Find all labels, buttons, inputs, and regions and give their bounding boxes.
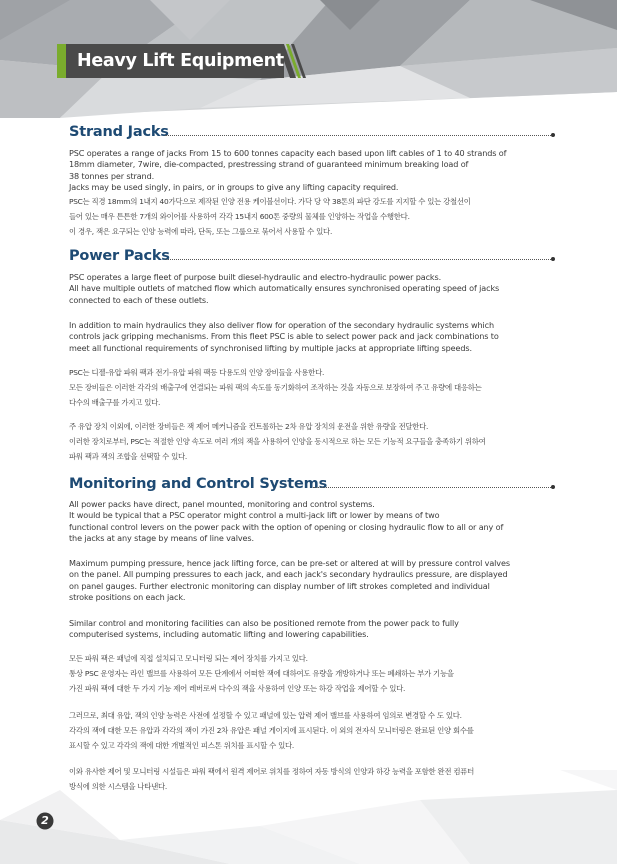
text-line: 각각의 잭에 대한 모든 유압과 각각의 잭이 가진 2차 유압은 패널 게이지에 표시된다. 이 외의 전자식 모니터링은 완료된 인양 회수를	[69, 726, 474, 735]
text-line: 통상 PSC 운영자는 라인 밸브를 사용하여 모든 단계에서 어떠한 잭에 대하여도 유량을 개방하거나 또는 폐쇄하는 부가 기능을	[69, 669, 454, 678]
paragraph-monitoring-kr-2	[69, 708, 474, 753]
section-divider-dot	[551, 257, 555, 261]
section-title-monitoring: Monitoring and Control Systems	[69, 476, 328, 492]
paragraph-power-packs-en-1	[69, 272, 499, 306]
section-divider	[313, 487, 551, 488]
text-line: 들어 있는 매우 튼튼한 7개의 와이어를 사용하여 각각 15내지 600톤 중량의 물체를 인양하는 작업을 수행한다.	[69, 212, 410, 221]
text-line: Jacks may be used singly, in pairs, or in groups to give any lifting capacity required.	[69, 181, 399, 192]
section-title-strand-jacks: Strand Jacks	[69, 124, 169, 140]
text-line: on panel gauges. Further electronic monitoring can display number of lift strokes completed and individual	[69, 580, 490, 591]
text-line: stroke positions on each jack.	[69, 591, 186, 602]
header-accent-bar	[57, 44, 66, 78]
text-line: functional control levers on the power pack with the option of opening or closing hydraulic flow to all or any of	[69, 521, 504, 532]
text-line: 다수의 배출구를 가지고 있다.	[69, 398, 161, 407]
text-line: Similar control and monitoring facilities can also be positioned remote from the power pack to fully	[69, 618, 459, 628]
text-line: meet all functional requirements of synchronised lifting by multiple jacks at appropriate lifting speeds.	[69, 342, 472, 353]
text-line: 모든 장비들은 이러한 각각의 배출구에 연결되는 파워 팩의 속도를 동기화하여 조작하는 것을 자동으로 보장하여 주고 유량에 대응하는	[69, 383, 482, 392]
paragraph-strand-jacks-kr	[69, 194, 471, 239]
text-line: 이와 유사한 제어 및 모니터링 시설들은 파워 팩에서 원격 제어로 위치를 정하여 자동 방식의 인양과 하강 능력을 포함한 완전 컴퓨터	[69, 767, 475, 776]
text-line: controls jack gripping mechanisms. From this fleet PSC is able to select power pack and jack combinations to	[69, 331, 499, 342]
text-line: 방식에 의한 시스템을 나타낸다.	[69, 782, 167, 791]
text-line: It would be typical that a PSC operator might control a multi-jack lift or lower by means of two	[69, 510, 440, 521]
text-line: 가진 파워 팩에 대한 두 가지 기능 제어 레버로써 다수의 잭을 사용하여 인양 또는 하강 작업을 제어할 수 있다.	[69, 684, 406, 693]
text-line: 이러한 장치로부터, PSC는 적절한 인양 속도로 여러 개의 잭을 사용하여 인양을 동시적으로 하는 모든 기능적 요구들을 충족하기 위하여	[69, 437, 486, 446]
text-line: All power packs have direct, panel mounted, monitoring and control systems.	[69, 499, 375, 509]
text-line: 표시할 수 있고 각각의 잭에 대한 개별적인 피스톤 위치를 표시할 수 있다.	[69, 741, 294, 750]
section-divider-dot	[551, 133, 555, 137]
section-divider	[165, 135, 551, 136]
text-line: PSC operates a range of jacks From 15 to 600 tonnes capacity each based upon lift cables of 1 to 40 strands of	[69, 148, 507, 158]
text-line: on the panel. All pumping pressures to each jack, and each jack's secondary hydraulics pressure, are displayed	[69, 569, 508, 580]
text-line: All have multiple outlets of matched flow which automatically ensures synchronised operating speed of jacks	[69, 283, 500, 294]
paragraph-power-packs-kr-2	[69, 419, 486, 464]
text-line: PSC operates a large fleet of purpose built diesel-hydraulic and electro-hydraulic power packs.	[69, 272, 442, 282]
paragraph-monitoring-en-3	[69, 618, 459, 641]
text-line: 파워 팩과 잭의 조합을 선택할 수 있다.	[69, 452, 188, 461]
paragraph-monitoring-en-1	[69, 499, 503, 544]
text-line: 이 경우, 잭은 요구되는 인양 능력에 따라, 단독, 또는 그룹으로 묶어서 사용할 수 있다.	[69, 227, 333, 236]
text-line: PSC는 디젤-유압 파워 팩과 전기-유압 파워 팩등 다용도의 인양 장비들을 사용한다.	[69, 368, 325, 377]
paragraph-monitoring-kr-1	[69, 651, 454, 696]
page-title: Heavy Lift Equipment	[77, 51, 284, 71]
text-line: PSC는 직경 18mm의 1내지 40가닥으로 제작된 인양 전용 케이블선이다. 가닥 당 약 38톤의 파단 강도를 지지할 수 있는 강철선이	[69, 197, 471, 206]
text-line: the jacks at any stage by means of line valves.	[69, 532, 254, 543]
text-line: 모든 파워 팩은 패널에 직접 설치되고 모니터링 되는 제어 장치를 가지고 있다.	[69, 654, 308, 663]
text-line: 주 유압 장치 이외에, 이러한 장비들은 잭 제어 메커니즘을 컨트롤하는 2차 유압 장치의 운전을 위한 유량을 전달한다.	[69, 422, 429, 431]
page-number-badge	[36, 812, 54, 830]
section-title-power-packs: Power Packs	[69, 248, 170, 264]
page-number: 2	[41, 814, 49, 827]
paragraph-power-packs-en-2	[69, 320, 499, 354]
section-divider-dot	[551, 485, 555, 489]
text-line: connected to each of these outlets.	[69, 294, 209, 305]
text-line: 18mm diameter, 7wire, die-compacted, prestressing strand of guaranteed minimum breaking load of	[69, 159, 469, 170]
paragraph-power-packs-kr-1	[69, 365, 482, 410]
text-line: In addition to main hydraulics they also deliver flow for operation of the secondary hydraulic systems which	[69, 320, 495, 330]
paragraph-strand-jacks-en	[69, 148, 506, 193]
text-line: Maximum pumping pressure, hence jack lifting force, can be pre-set or altered at will by pressure control valves	[69, 558, 510, 568]
text-line: 그러므로, 최대 유압, 잭의 인양 능력은 사전에 설정할 수 있고 패널에 있는 압력 제어 밸브를 사용하여 임의로 변경할 수 도 있다.	[69, 711, 462, 720]
footer-background-graphic	[0, 770, 617, 864]
text-line: computerised systems, including automatic lifting and lowering capabilities.	[69, 629, 369, 640]
paragraph-monitoring-en-2	[69, 558, 510, 603]
section-divider	[164, 259, 551, 260]
text-line: 38 tonnes per strand.	[69, 170, 155, 181]
